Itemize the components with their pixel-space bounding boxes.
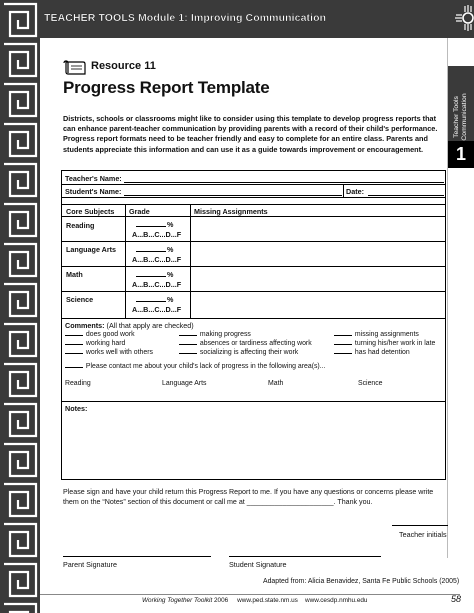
subject-math: Math — [66, 270, 83, 279]
instruction-part1: Please sign and have your child return this Progress Report to me. If you have any questions or concerns please write them on the “Notes” section of this document or call me at — [63, 488, 434, 506]
footer-divider — [40, 594, 460, 595]
adapted-credit: Adapted from: Alicia Benavidez, Santa Fe Public Schools (2005) — [263, 578, 460, 585]
parent-signature-line[interactable] — [63, 556, 211, 557]
comment-missing-assignments[interactable]: missing assignments — [334, 329, 419, 338]
comment-turning-work-late[interactable]: turning his/her work in late — [334, 338, 435, 347]
comment-works-well-with-others[interactable]: works well with others — [65, 347, 153, 356]
comment-making-progress[interactable]: making progress — [179, 329, 251, 338]
notes-area[interactable] — [62, 411, 445, 479]
comments-note: (All that apply are checked) — [106, 321, 194, 330]
subject-language-arts: Language Arts — [66, 245, 117, 254]
zia-sun-icon — [454, 4, 474, 32]
intro-paragraph-2: Progress report formats need to be teacher friendly and easy to complete for an entire class. Parents and students appreciate this information and can use it as a guide towards improvement or encouragement. — [63, 134, 428, 154]
divider — [62, 204, 445, 205]
decorative-left-border — [0, 0, 40, 613]
grade-scale-science[interactable]: A...B...C...D...F — [132, 305, 182, 314]
side-tab-number: 1 — [448, 141, 474, 168]
comment-absences-tardiness[interactable]: absences or tardiness affecting work — [179, 338, 312, 347]
scroll-icon — [63, 60, 87, 76]
footer-url-1[interactable]: www.ped.state.nm.us — [237, 597, 298, 604]
comment-working-hard[interactable]: working hard — [65, 338, 125, 347]
student-signature-line[interactable] — [229, 556, 381, 557]
grade-scale-reading[interactable]: A...B...C...D...F — [132, 230, 182, 239]
contact-request[interactable]: Please contact me about your child's lack of progress in the following area(s)... — [65, 361, 325, 370]
divider — [343, 184, 344, 197]
divider — [62, 197, 445, 198]
teacher-initials-line[interactable] — [392, 525, 448, 526]
student-name-field[interactable] — [124, 195, 342, 196]
comments-heading: Comments: (All that apply are checked) — [65, 321, 194, 330]
header-bar — [40, 0, 474, 38]
intro-paragraph-1: Districts, schools or classrooms might like to consider using this template to develop progress reports that can enhance parent-teacher communication by providing parents with a record of their child's performance. — [63, 114, 438, 134]
footer-credits — [142, 597, 368, 604]
grade-scale-math[interactable]: A...B...C...D...F — [132, 280, 182, 289]
comment-does-good-work[interactable]: does good work — [65, 329, 135, 338]
teacher-initials-label: Teacher initials — [399, 530, 447, 539]
progress-report-form — [61, 170, 446, 480]
divider — [62, 291, 445, 292]
student-name-label: Student's Name: — [65, 187, 122, 196]
divider — [62, 216, 445, 217]
col-header-grade: Grade — [129, 207, 150, 216]
header-title: TEACHER TOOLS Module 1: Improving Communication — [44, 12, 327, 24]
subject-reading: Reading — [66, 221, 95, 230]
contact-subject-language-arts[interactable]: Language Arts — [162, 380, 207, 387]
teacher-name-label: Teacher's Name: — [65, 174, 122, 183]
page-number: 58 — [451, 594, 462, 604]
toolkit-name: Working Together Toolkit — [142, 597, 213, 604]
divider — [62, 241, 445, 242]
contact-subject-reading[interactable]: Reading — [65, 380, 91, 387]
greek-key-pattern-icon — [0, 0, 40, 613]
divider — [125, 204, 126, 318]
grade-percent-reading[interactable]: % — [136, 220, 173, 229]
intro-text — [63, 114, 443, 155]
instruction-part2: . Thank you. — [333, 497, 373, 506]
col-header-missing-assignments: Missing Assignments — [194, 207, 268, 216]
comment-socializing[interactable]: socializing is affecting their work — [179, 347, 298, 356]
divider — [62, 184, 445, 185]
grade-scale-language-arts[interactable]: A...B...C...D...F — [132, 255, 182, 264]
notes-label: Notes: — [65, 404, 88, 413]
contact-subject-science[interactable]: Science — [358, 380, 383, 387]
col-header-core-subjects: Core Subjects — [66, 207, 115, 216]
student-signature-label: Student Signature — [229, 560, 287, 569]
return-instructions — [63, 488, 448, 507]
divider — [190, 204, 191, 318]
grade-percent-math[interactable]: % — [136, 270, 173, 279]
teacher-name-field[interactable] — [124, 182, 444, 183]
grade-percent-science[interactable]: % — [136, 295, 173, 304]
phone-blank[interactable]: ______________________ — [246, 497, 334, 506]
parent-signature-label: Parent Signature — [63, 560, 117, 569]
page-title: Progress Report Template — [63, 78, 270, 97]
divider — [62, 401, 445, 402]
divider — [62, 266, 445, 267]
grade-percent-language-arts[interactable]: % — [136, 245, 173, 254]
toolkit-year: 2006 — [214, 597, 229, 604]
resource-label: Resource 11 — [91, 60, 156, 72]
date-field[interactable] — [368, 195, 444, 196]
footer-url-2[interactable]: www.cesdp.nmhu.edu — [304, 597, 368, 604]
contact-subject-math[interactable]: Math — [268, 380, 284, 387]
subject-science: Science — [66, 295, 94, 304]
side-tab-line2: Communication — [461, 93, 468, 141]
side-tab-line1: Teacher Tools — [453, 96, 460, 138]
date-label: Date: — [346, 187, 364, 196]
comment-detention[interactable]: has had detention — [334, 347, 410, 356]
divider — [62, 318, 445, 319]
